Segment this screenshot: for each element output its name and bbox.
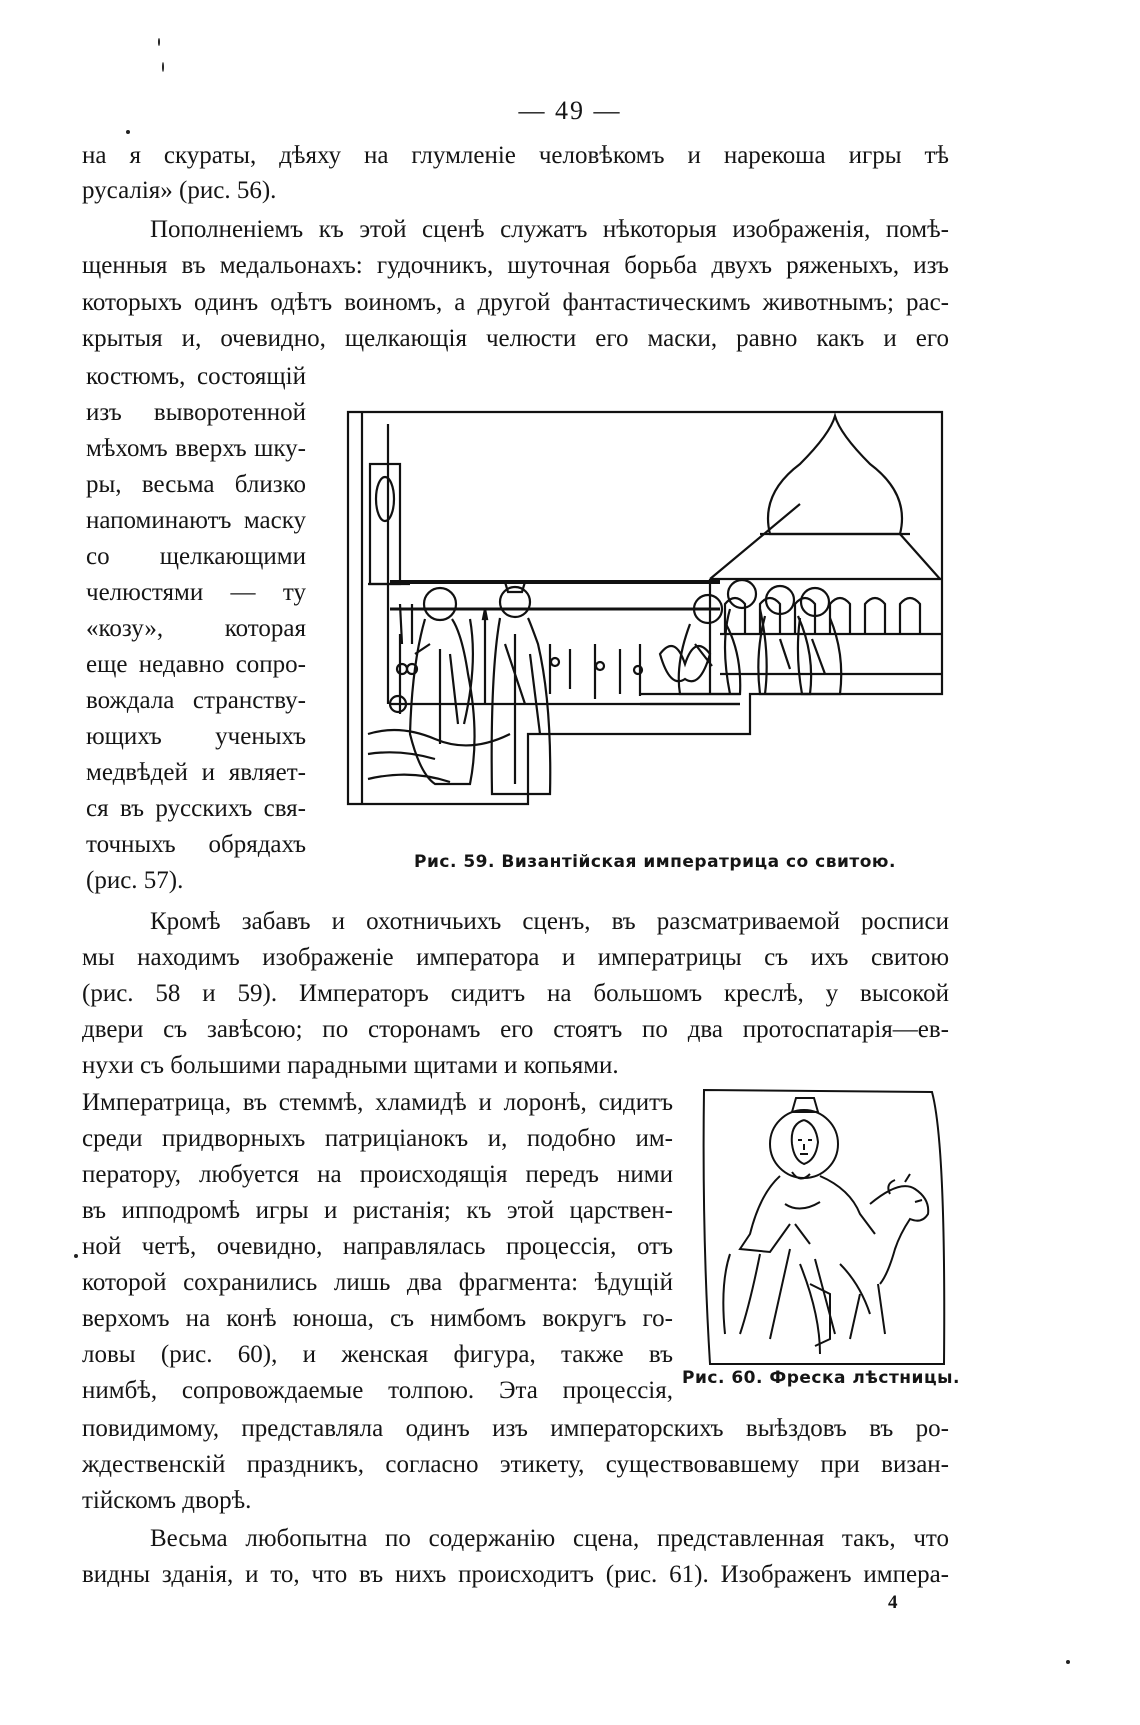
text-line: щенныя въ медальонахъ: гудочникъ, шуточная борьба двухъ ряженыхъ, изъ [82, 252, 949, 279]
scan-speck [126, 130, 130, 134]
text-line: со щелкающими [86, 543, 306, 570]
text-line: Императрица, въ стеммѣ, хламидѣ и лоронѣ, сидитъ [82, 1089, 673, 1116]
text-line: ры, весьма близко [86, 471, 306, 498]
text-line: повидимому, представляла одинъ изъ императорскихъ выѣздовъ въ ро- [82, 1415, 949, 1442]
text-line: мы находимъ изображеніе императора и императрицы съ ихъ свитою [82, 944, 949, 971]
text-line: Весьма любопытна по содержанію сцена, представленная такъ, что [150, 1525, 949, 1552]
scan-speck [162, 62, 164, 72]
figure-60 [700, 1084, 950, 1366]
text-line: мѣхомъ вверхъ шку- [86, 435, 306, 462]
text-line: нимбѣ, сопровождаемые толпою. Эта процессія, [82, 1377, 673, 1404]
text-line: еще недавно сопро- [86, 651, 306, 678]
text-line: тійскомъ дворѣ. [82, 1487, 252, 1514]
text-line: ператору, любуется на происходящія передъ ними [82, 1161, 673, 1188]
text-line: изъ выворотенной [86, 399, 306, 426]
text-line: медвѣдей и являет- [86, 759, 306, 786]
text-line: Пополненіемъ къ этой сценѣ служатъ нѣкоторыя изображенія, помѣ- [150, 216, 949, 243]
scan-speck [158, 38, 160, 46]
text-line: ждественскій праздникъ, согласно этикету, существовавшему при визан- [82, 1451, 949, 1478]
text-line: ющихъ ученыхъ [86, 723, 306, 750]
figure-60-drawing [700, 1084, 950, 1366]
figure-59-caption: Рис. 59. Византійская императрица со свитою. [414, 852, 896, 872]
text-line: напоминаютъ маску [86, 507, 306, 534]
text-line: нухи съ большими парадными щитами и копьями. [82, 1052, 619, 1079]
page-number: — 49 — [518, 96, 622, 125]
text-line: русалія» (рис. 56). [82, 177, 277, 204]
text-line: въ ипподромѣ игры и ристанія; къ этой царствен- [82, 1197, 673, 1224]
text-line: ной четѣ, очевидно, направлялась процессія, отъ [82, 1233, 673, 1260]
text-line: точныхъ обрядахъ [86, 831, 306, 858]
text-line: (рис. 58 и 59). Императоръ сидитъ на большомъ креслѣ, у высокой [82, 980, 949, 1007]
scan-speck [1066, 1660, 1070, 1664]
text-line: ся въ русскихъ свя- [86, 795, 306, 822]
figure-59 [340, 404, 946, 818]
text-line: которой сохранились лишь два фрагмента: ѣдущій [82, 1269, 673, 1296]
text-line: ловы (рис. 60), и женская фигура, также въ [82, 1341, 673, 1368]
text-line: верхомъ на конѣ юноша, съ нимбомъ вокругъ го- [82, 1305, 673, 1332]
figure-60-caption: Рис. 60. Фреска лѣстницы. [682, 1368, 960, 1388]
text-line: Кромѣ забавъ и охотничьихъ сценъ, въ разсматриваемой росписи [150, 908, 949, 935]
text-line: среди придворныхъ патриціанокъ и, подобно им- [82, 1125, 673, 1152]
text-line: на я скураты, дѣяху на глумленіе человѣкомъ и нарекоша игры тѣ [82, 142, 949, 169]
text-line: вождала странству- [86, 687, 306, 714]
text-line: (рис. 57). [86, 867, 184, 894]
scan-speck [74, 1254, 78, 1258]
text-line: видны зданія, и то, что въ нихъ происходитъ (рис. 61). Изображенъ импера- [82, 1561, 949, 1588]
figure-59-drawing [340, 404, 946, 818]
text-line: челюстями — ту [86, 579, 306, 606]
text-line: «козу», которая [86, 615, 306, 642]
text-line: крытыя и, очевидно, щелкающія челюсти его маски, равно какъ и его [82, 325, 949, 352]
text-line: двери съ завѣсою; по сторонамъ его стоятъ по два протоспатарія—ев- [82, 1016, 949, 1043]
text-line: костюмъ, состоящій [86, 363, 306, 390]
text-line: которыхъ одинъ одѣтъ воиномъ, а другой фантастическимъ животнымъ; рас- [82, 289, 949, 316]
signature-mark: 4 [888, 1592, 898, 1613]
